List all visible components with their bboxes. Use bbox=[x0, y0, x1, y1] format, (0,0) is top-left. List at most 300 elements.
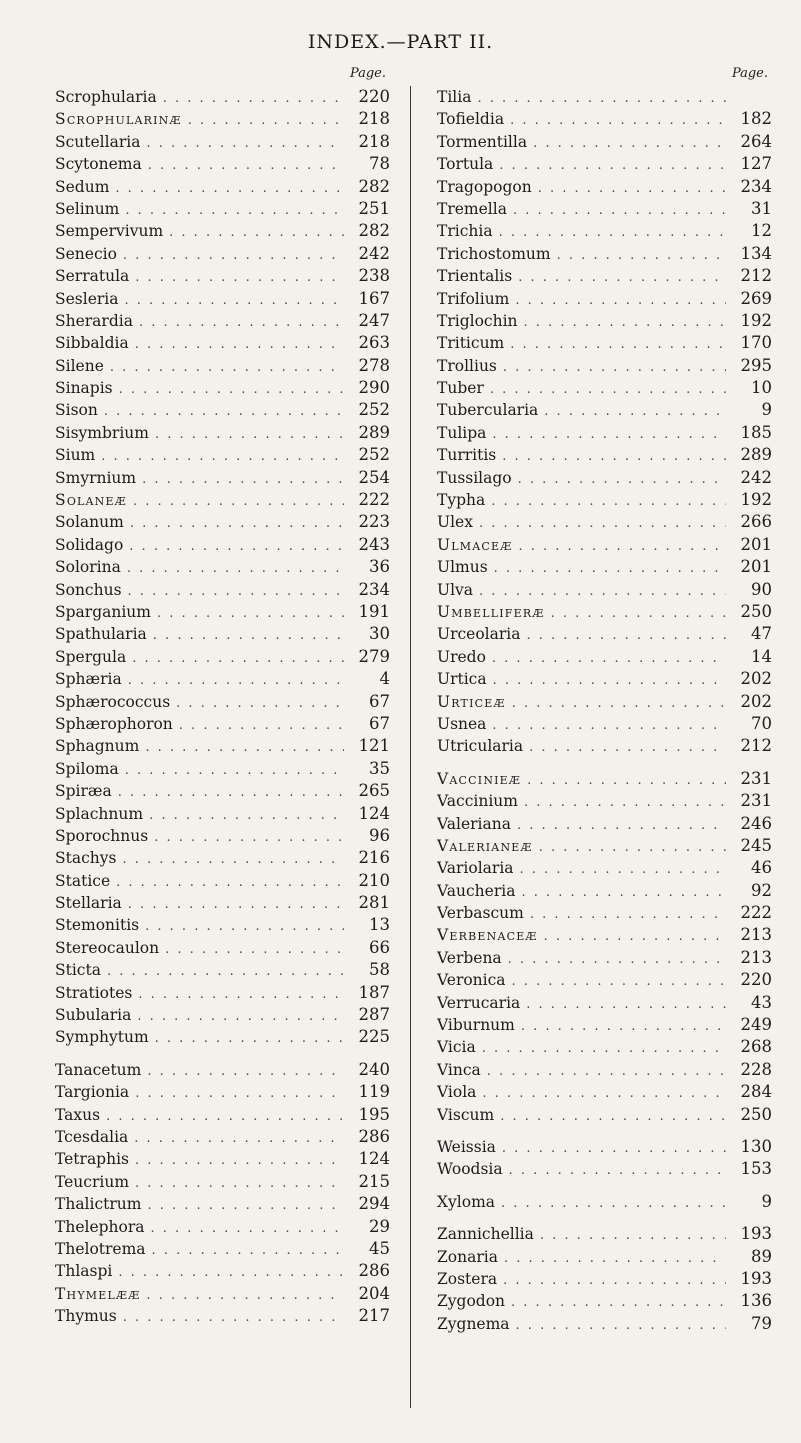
entry-name: Vaccinieæ bbox=[437, 769, 522, 788]
index-entry bbox=[437, 131, 772, 153]
index-entry bbox=[55, 646, 390, 668]
index-entry bbox=[437, 790, 772, 812]
entry-name: Trifolium bbox=[437, 289, 510, 308]
entry-name: Urtica bbox=[437, 670, 487, 689]
leader-dots bbox=[139, 312, 344, 332]
entry-page-number: 45 bbox=[369, 1238, 390, 1258]
entry-page-number: 89 bbox=[751, 1246, 772, 1266]
entry-page-number: 225 bbox=[358, 1027, 390, 1047]
entry-page-number: 284 bbox=[740, 1082, 772, 1102]
entry-name: Tuber bbox=[437, 379, 484, 398]
entry-page-number: 202 bbox=[740, 691, 772, 711]
entry-page-number: 4 bbox=[379, 669, 390, 689]
leader-dots bbox=[149, 805, 344, 825]
index-entry bbox=[437, 355, 772, 377]
entry-page-number: 218 bbox=[358, 109, 390, 129]
entry-name: Solidago bbox=[55, 535, 124, 554]
leader-dots bbox=[135, 1173, 344, 1193]
index-entry bbox=[55, 982, 390, 1004]
entry-page-number: 204 bbox=[358, 1283, 390, 1303]
index-entry bbox=[437, 1290, 772, 1312]
entry-name: Sesleria bbox=[55, 289, 119, 308]
leader-dots bbox=[510, 110, 726, 130]
entry-name: Tanacetum bbox=[55, 1060, 142, 1079]
leader-dots bbox=[135, 334, 344, 354]
index-entry bbox=[437, 1223, 772, 1245]
leader-dots bbox=[502, 446, 726, 466]
index-entry bbox=[55, 556, 390, 578]
index-entry bbox=[55, 601, 390, 623]
entry-page-number: 192 bbox=[740, 490, 772, 510]
index-entry bbox=[437, 399, 772, 421]
index-entry bbox=[55, 198, 390, 220]
index-entry bbox=[55, 1104, 390, 1126]
entry-name: Subularia bbox=[55, 1006, 132, 1025]
leader-dots bbox=[127, 558, 344, 578]
entry-name: Tragopogon bbox=[437, 177, 532, 196]
leader-dots bbox=[135, 267, 344, 287]
entry-page-number: 78 bbox=[369, 154, 390, 174]
index-entry bbox=[437, 176, 772, 198]
index-entry bbox=[437, 1313, 772, 1335]
entry-name: Scrophularinæ bbox=[55, 110, 182, 129]
entry-page-number: 265 bbox=[358, 781, 390, 801]
index-entry bbox=[437, 1158, 772, 1180]
index-entry bbox=[437, 444, 772, 466]
leader-dots bbox=[124, 290, 344, 310]
entry-name: Sticta bbox=[55, 961, 101, 980]
entry-name: Stratiotes bbox=[55, 983, 133, 1002]
leader-dots bbox=[115, 178, 344, 198]
entry-name: Tilia bbox=[437, 88, 472, 106]
leader-dots bbox=[510, 334, 726, 354]
leader-dots bbox=[147, 1061, 344, 1081]
index-entry bbox=[437, 902, 772, 924]
entry-page-number: 66 bbox=[369, 937, 390, 957]
entry-name: Sporochnus bbox=[55, 826, 149, 845]
entry-name: Thalictrum bbox=[55, 1195, 142, 1214]
leader-dots bbox=[107, 961, 344, 981]
index-entry bbox=[437, 265, 772, 287]
entry-name: Zostera bbox=[437, 1269, 498, 1288]
index-entry bbox=[437, 691, 772, 713]
entry-page-number: 96 bbox=[369, 825, 390, 845]
entry-page-number: 30 bbox=[369, 624, 390, 644]
index-entry bbox=[437, 243, 772, 265]
index-entry bbox=[55, 288, 390, 310]
entry-name: Viburnum bbox=[437, 1016, 515, 1035]
leader-dots bbox=[165, 939, 344, 959]
entry-name: Trollius bbox=[437, 356, 497, 375]
leader-dots bbox=[511, 1292, 726, 1312]
index-entry bbox=[437, 489, 772, 511]
leader-dots bbox=[544, 926, 726, 946]
leader-dots bbox=[494, 558, 726, 578]
index-entry bbox=[437, 1081, 772, 1103]
index-entry bbox=[55, 534, 390, 556]
entry-name: Scutellaria bbox=[55, 132, 141, 151]
leader-dots bbox=[492, 424, 726, 444]
entry-page-number: 121 bbox=[358, 736, 390, 756]
index-entry bbox=[55, 914, 390, 936]
entry-page-number: 247 bbox=[358, 310, 390, 330]
index-entry bbox=[437, 377, 772, 399]
entry-name: Stellaria bbox=[55, 894, 122, 913]
index-entry bbox=[437, 646, 772, 668]
index-entry bbox=[437, 556, 772, 578]
leader-dots bbox=[128, 670, 344, 690]
index-entry bbox=[437, 1014, 772, 1036]
entry-name: Statice bbox=[55, 871, 111, 890]
leader-dots bbox=[512, 693, 726, 713]
entry-page-number: 223 bbox=[358, 512, 390, 532]
index-entry bbox=[55, 579, 390, 601]
index-entry bbox=[55, 1004, 390, 1026]
entry-page-number: 269 bbox=[740, 288, 772, 308]
entry-name: Sonchus bbox=[55, 580, 122, 599]
leader-dots bbox=[504, 1248, 726, 1268]
index-entry bbox=[55, 377, 390, 399]
index-entry bbox=[55, 825, 390, 847]
leader-dots bbox=[530, 904, 726, 924]
entry-name: Trichostomum bbox=[437, 244, 551, 263]
entry-page-number: 127 bbox=[740, 154, 772, 174]
leader-dots bbox=[134, 1128, 344, 1148]
leader-dots bbox=[499, 222, 726, 242]
entry-name: Scrophularia bbox=[55, 88, 157, 106]
entry-page-number: 153 bbox=[740, 1159, 772, 1179]
entry-name: Smyrnium bbox=[55, 468, 137, 487]
leader-dots bbox=[157, 603, 344, 623]
index-entry bbox=[55, 1260, 390, 1282]
index-entry bbox=[55, 713, 390, 735]
entry-page-number: 124 bbox=[358, 803, 390, 823]
entry-page-number: 242 bbox=[358, 243, 390, 263]
entry-page-number: 281 bbox=[358, 893, 390, 913]
leader-dots bbox=[526, 994, 726, 1014]
index-entry bbox=[55, 467, 390, 489]
entry-page-number: 12 bbox=[751, 221, 772, 241]
entry-name: Tofieldia bbox=[437, 110, 505, 129]
entry-name: Vinca bbox=[437, 1060, 481, 1079]
index-entry bbox=[437, 623, 772, 645]
index-entry bbox=[55, 691, 390, 713]
leader-dots bbox=[153, 625, 344, 645]
entry-name: Sphærophoron bbox=[55, 714, 173, 733]
index-entry bbox=[55, 265, 390, 287]
entry-page-number: 191 bbox=[358, 601, 390, 621]
entry-name: Scytonema bbox=[55, 155, 142, 174]
index-entry bbox=[437, 857, 772, 879]
index-entry bbox=[437, 992, 772, 1014]
index-entry bbox=[437, 713, 772, 735]
index-entry bbox=[437, 220, 772, 242]
entry-page-number: 167 bbox=[358, 288, 390, 308]
entry-page-number: 212 bbox=[740, 736, 772, 756]
index-entry bbox=[55, 511, 390, 533]
leader-dots bbox=[176, 693, 344, 713]
entry-name: Triglochin bbox=[437, 311, 518, 330]
entry-name: Ulmaceæ bbox=[437, 535, 513, 554]
index-entry bbox=[437, 1136, 772, 1158]
entry-page-number: 124 bbox=[358, 1149, 390, 1169]
leader-dots bbox=[518, 267, 726, 287]
leader-dots bbox=[551, 603, 726, 623]
leader-dots bbox=[148, 155, 344, 175]
entry-name: Turritis bbox=[437, 446, 497, 465]
index-entry bbox=[55, 131, 390, 153]
index-entry bbox=[437, 1059, 772, 1081]
entry-page-number: 252 bbox=[358, 445, 390, 465]
leader-dots bbox=[509, 1160, 726, 1180]
entry-name: Verbascum bbox=[437, 904, 524, 923]
index-entry bbox=[55, 892, 390, 914]
entry-page-number: 218 bbox=[358, 131, 390, 151]
entry-name: Trientalis bbox=[437, 267, 513, 286]
entry-page-number: 294 bbox=[358, 1194, 390, 1214]
leader-dots bbox=[479, 513, 726, 533]
entry-page-number: 263 bbox=[358, 333, 390, 353]
index-entry bbox=[437, 947, 772, 969]
entry-page-number: 136 bbox=[740, 1291, 772, 1311]
entry-name: Sphagnum bbox=[55, 737, 140, 756]
index-entry bbox=[437, 668, 772, 690]
entry-name: Targionia bbox=[55, 1083, 130, 1102]
leader-dots bbox=[557, 245, 726, 265]
entry-name: Sphæria bbox=[55, 670, 122, 689]
entry-name: Veronica bbox=[437, 971, 506, 990]
leader-dots bbox=[169, 222, 344, 242]
entry-page-number: 234 bbox=[358, 579, 390, 599]
index-entry bbox=[437, 601, 772, 623]
index-entry bbox=[55, 735, 390, 757]
entry-page-number: 249 bbox=[740, 1015, 772, 1035]
leader-dots bbox=[125, 200, 344, 220]
entry-name: Tulipa bbox=[437, 423, 487, 442]
entry-name: Solaneæ bbox=[55, 491, 127, 510]
entry-name: Typha bbox=[437, 491, 486, 510]
entry-name: Splachnum bbox=[55, 804, 144, 823]
leader-dots bbox=[502, 1138, 726, 1158]
leader-dots bbox=[529, 737, 726, 757]
entry-page-number: 192 bbox=[740, 310, 772, 330]
index-entry bbox=[55, 1216, 390, 1238]
leader-dots bbox=[179, 715, 344, 735]
leader-dots bbox=[146, 133, 344, 153]
leader-dots bbox=[135, 1150, 344, 1170]
entry-page-number: 286 bbox=[358, 1261, 390, 1281]
entry-page-number: 220 bbox=[358, 87, 390, 106]
entry-page-number: 67 bbox=[369, 691, 390, 711]
entry-page-number: 252 bbox=[358, 400, 390, 420]
leader-dots bbox=[501, 1193, 726, 1213]
leader-dots bbox=[479, 581, 726, 601]
entry-name: Stachys bbox=[55, 849, 117, 868]
leader-dots bbox=[145, 737, 344, 757]
leader-dots bbox=[123, 1307, 344, 1327]
index-entry bbox=[437, 1191, 772, 1213]
entry-name: Selinum bbox=[55, 199, 120, 218]
entry-page-number: 295 bbox=[740, 355, 772, 375]
index-entry-list bbox=[55, 86, 390, 1327]
entry-name: Spathularia bbox=[55, 625, 147, 644]
entry-name: Sphærococcus bbox=[55, 692, 171, 711]
index-entry bbox=[55, 780, 390, 802]
entry-page-number: 240 bbox=[358, 1059, 390, 1079]
index-entry bbox=[55, 422, 390, 444]
index-entry bbox=[437, 1246, 772, 1268]
entry-name: Thelotrema bbox=[55, 1239, 146, 1258]
leader-dots bbox=[123, 245, 344, 265]
entry-name: Ulmus bbox=[437, 558, 488, 577]
entry-page-number: 250 bbox=[740, 1104, 772, 1124]
entry-name: Sherardia bbox=[55, 311, 133, 330]
entry-name: Senecio bbox=[55, 244, 117, 263]
entry-page-number: 243 bbox=[358, 534, 390, 554]
leader-dots bbox=[155, 1028, 344, 1048]
entry-page-number: 193 bbox=[740, 1224, 772, 1244]
leader-dots bbox=[487, 1061, 726, 1081]
leader-dots bbox=[130, 513, 344, 533]
entry-name: Sparganium bbox=[55, 602, 151, 621]
entry-page-number: 250 bbox=[740, 601, 772, 621]
entry-page-number: 264 bbox=[740, 131, 772, 151]
entry-page-number: 222 bbox=[358, 490, 390, 510]
leader-dots bbox=[106, 1106, 344, 1126]
leader-dots bbox=[526, 625, 726, 645]
entry-page-number: 43 bbox=[751, 992, 772, 1012]
entry-name: Usnea bbox=[437, 714, 487, 733]
index-entry bbox=[55, 153, 390, 175]
leader-dots bbox=[110, 357, 344, 377]
entry-page-number: 245 bbox=[740, 835, 772, 855]
entry-name: Sison bbox=[55, 401, 98, 420]
entry-name: Valeriana bbox=[437, 814, 511, 833]
index-entry bbox=[437, 835, 772, 857]
index-entry bbox=[55, 220, 390, 242]
index-entry bbox=[55, 1283, 390, 1305]
index-entry bbox=[437, 969, 772, 991]
entry-name: Xyloma bbox=[437, 1192, 496, 1211]
entry-name: Tussilago bbox=[437, 468, 512, 487]
index-entry bbox=[55, 803, 390, 825]
index-entry bbox=[55, 1148, 390, 1170]
entry-page-number: 201 bbox=[740, 557, 772, 577]
entry-name: Thymelææ bbox=[55, 1284, 141, 1303]
entry-name: Zannichellia bbox=[437, 1225, 534, 1244]
entry-page-number: 201 bbox=[740, 534, 772, 554]
entry-name: Uredo bbox=[437, 647, 486, 666]
leader-dots bbox=[146, 1285, 344, 1305]
entry-name: Zygnema bbox=[437, 1314, 510, 1333]
entry-page-number: 220 bbox=[740, 970, 772, 990]
entry-name: Vaucheria bbox=[437, 881, 516, 900]
entry-name: Tormentilla bbox=[437, 132, 528, 151]
entry-page-number: 231 bbox=[740, 791, 772, 811]
entry-name: Spiloma bbox=[55, 759, 119, 778]
leader-dots bbox=[151, 1218, 344, 1238]
index-entry bbox=[437, 579, 772, 601]
index-entry bbox=[437, 880, 772, 902]
entry-page-number: 36 bbox=[369, 557, 390, 577]
entry-name: Urceolaria bbox=[437, 625, 521, 644]
entry-page-number: 246 bbox=[740, 813, 772, 833]
leader-dots bbox=[118, 782, 344, 802]
index-entry bbox=[55, 1238, 390, 1260]
entry-page-number: 47 bbox=[751, 624, 772, 644]
leader-dots bbox=[135, 1083, 344, 1103]
entry-page-number: 46 bbox=[751, 858, 772, 878]
entry-page-number: 67 bbox=[369, 713, 390, 733]
entry-page-number: 187 bbox=[358, 982, 390, 1002]
column-divider bbox=[410, 86, 411, 1408]
entry-page-number: 279 bbox=[358, 646, 390, 666]
index-entry bbox=[55, 668, 390, 690]
index-entry bbox=[55, 1081, 390, 1103]
leader-dots bbox=[163, 88, 344, 108]
leader-dots bbox=[138, 984, 344, 1004]
leader-dots bbox=[503, 357, 726, 377]
entry-name: Weissia bbox=[437, 1137, 496, 1156]
index-entry bbox=[55, 1305, 390, 1327]
leader-dots bbox=[503, 1270, 726, 1290]
entry-name: Sempervivum bbox=[55, 222, 164, 241]
index-entry bbox=[437, 735, 772, 757]
entry-name: Tortula bbox=[437, 155, 494, 174]
entry-name: Serratula bbox=[55, 267, 130, 286]
entry-page-number: 254 bbox=[358, 467, 390, 487]
entry-page-number: 58 bbox=[369, 960, 390, 980]
entry-name: Tremella bbox=[437, 199, 507, 218]
entry-page-number: 182 bbox=[740, 109, 772, 129]
entry-page-number: 130 bbox=[740, 1136, 772, 1156]
entry-name: Tetraphis bbox=[55, 1150, 130, 1169]
entry-name: Symphytum bbox=[55, 1028, 149, 1047]
entry-page-number: 202 bbox=[740, 669, 772, 689]
entry-page-number: 217 bbox=[358, 1306, 390, 1326]
entry-page-number: 228 bbox=[740, 1059, 772, 1079]
entry-page-number: 282 bbox=[358, 221, 390, 241]
leader-dots bbox=[544, 401, 726, 421]
entry-name: Sisymbrium bbox=[55, 423, 149, 442]
leader-dots bbox=[145, 916, 344, 936]
index-entry bbox=[437, 198, 772, 220]
leader-dots bbox=[516, 1315, 726, 1335]
entry-page-number: 231 bbox=[740, 768, 772, 788]
entry-page-number: 193 bbox=[740, 1268, 772, 1288]
entry-name: Viola bbox=[437, 1083, 477, 1102]
entry-page-number: 222 bbox=[740, 903, 772, 923]
index-entry bbox=[437, 768, 772, 790]
index-entry bbox=[55, 1026, 390, 1048]
entry-name: Thymus bbox=[55, 1307, 117, 1326]
entry-name: Solanum bbox=[55, 513, 124, 532]
entry-page-number: 242 bbox=[740, 467, 772, 487]
index-entry bbox=[55, 489, 390, 511]
leader-dots bbox=[539, 837, 726, 857]
entry-name: Verrucaria bbox=[437, 993, 521, 1012]
entry-name: Valerianeæ bbox=[437, 836, 533, 855]
leader-dots bbox=[499, 155, 726, 175]
leader-dots bbox=[133, 491, 344, 511]
entry-name: Stereocaulon bbox=[55, 938, 160, 957]
leader-dots bbox=[492, 648, 726, 668]
index-entry bbox=[55, 1126, 390, 1148]
index-entry bbox=[55, 870, 390, 892]
leader-dots bbox=[492, 715, 726, 735]
entry-page-number: 251 bbox=[358, 198, 390, 218]
leader-dots bbox=[513, 200, 726, 220]
